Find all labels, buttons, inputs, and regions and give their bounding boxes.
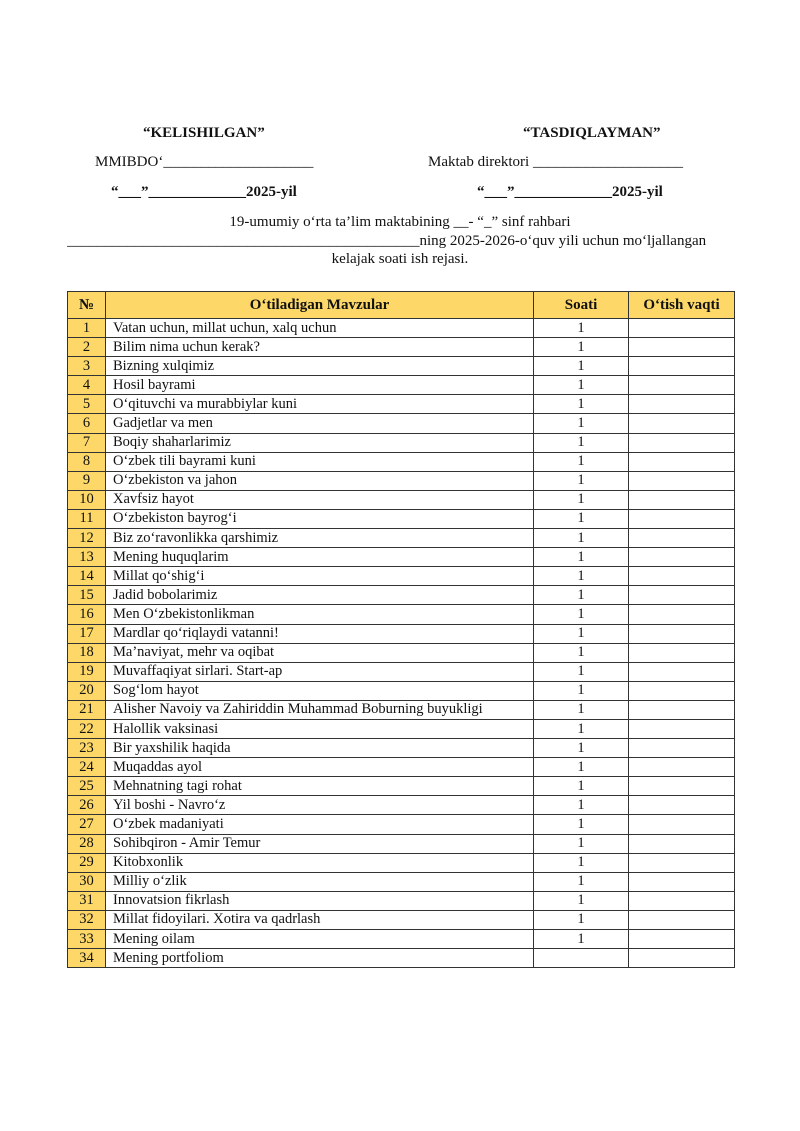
row-hours: 1 bbox=[534, 796, 629, 815]
row-hours: 1 bbox=[534, 910, 629, 929]
row-time bbox=[629, 567, 735, 586]
header-time: O‘tish vaqti bbox=[629, 292, 735, 319]
row-time bbox=[629, 529, 735, 548]
row-time bbox=[629, 586, 735, 605]
row-topic: Biz zo‘ravonlikka qarshimiz bbox=[106, 529, 534, 548]
row-topic: O‘zbekiston bayrog‘i bbox=[106, 509, 534, 528]
row-number: 24 bbox=[68, 758, 106, 777]
row-time bbox=[629, 357, 735, 376]
row-hours: 1 bbox=[534, 681, 629, 700]
row-time bbox=[629, 891, 735, 910]
row-hours: 1 bbox=[534, 586, 629, 605]
row-hours: 1 bbox=[534, 509, 629, 528]
row-time bbox=[629, 395, 735, 414]
table-row bbox=[68, 586, 735, 605]
approve-date bbox=[477, 184, 663, 201]
row-topic: Bilim nima uchun kerak? bbox=[106, 338, 534, 357]
table-row bbox=[68, 509, 735, 528]
row-topic: Yil boshi - Navro‘z bbox=[106, 796, 534, 815]
row-time bbox=[629, 853, 735, 872]
row-topic: O‘zbek tili bayrami kuni bbox=[106, 452, 534, 471]
row-time bbox=[629, 319, 735, 338]
table-row bbox=[68, 853, 735, 872]
table-row bbox=[68, 471, 735, 490]
table-row bbox=[68, 815, 735, 834]
row-time bbox=[629, 376, 735, 395]
row-number: 2 bbox=[68, 338, 106, 357]
agreed-signature-line: MMIBDO‘____________________ bbox=[95, 154, 314, 170]
row-number: 7 bbox=[68, 433, 106, 452]
row-time bbox=[629, 834, 735, 853]
row-number: 6 bbox=[68, 414, 106, 433]
row-hours: 1 bbox=[534, 930, 629, 949]
row-number: 28 bbox=[68, 834, 106, 853]
row-topic: Vatan uchun, millat uchun, xalq uchun bbox=[106, 319, 534, 338]
row-hours: 1 bbox=[534, 891, 629, 910]
row-number: 5 bbox=[68, 395, 106, 414]
table-row bbox=[68, 681, 735, 700]
row-topic: Sog‘lom hayot bbox=[106, 681, 534, 700]
table-row bbox=[68, 796, 735, 815]
row-topic: O‘zbekiston va jahon bbox=[106, 471, 534, 490]
row-number: 12 bbox=[68, 529, 106, 548]
row-topic: Halollik vaksinasi bbox=[106, 719, 534, 738]
agreed-date bbox=[111, 184, 297, 201]
row-hours: 1 bbox=[534, 853, 629, 872]
row-hours: 1 bbox=[534, 872, 629, 891]
row-hours: 1 bbox=[534, 605, 629, 624]
table-row bbox=[68, 739, 735, 758]
agreed-title: “KELISHILGAN” bbox=[143, 125, 265, 141]
agreed-date-day: “___” bbox=[111, 184, 149, 200]
row-time bbox=[629, 624, 735, 643]
row-hours: 1 bbox=[534, 700, 629, 719]
row-hours: 1 bbox=[534, 834, 629, 853]
row-time bbox=[629, 338, 735, 357]
table-row bbox=[68, 529, 735, 548]
row-hours: 1 bbox=[534, 490, 629, 509]
header-hours: Soati bbox=[534, 292, 629, 319]
row-topic: Men O‘zbekistonlikman bbox=[106, 605, 534, 624]
row-topic: Xavfsiz hayot bbox=[106, 490, 534, 509]
table-row bbox=[68, 662, 735, 681]
row-number: 22 bbox=[68, 719, 106, 738]
table-row bbox=[68, 395, 735, 414]
row-time bbox=[629, 719, 735, 738]
row-hours: 1 bbox=[534, 739, 629, 758]
row-time bbox=[629, 930, 735, 949]
header-number: № bbox=[68, 292, 106, 319]
table-row bbox=[68, 357, 735, 376]
table-row bbox=[68, 872, 735, 891]
table-row bbox=[68, 643, 735, 662]
table-row bbox=[68, 891, 735, 910]
row-time bbox=[629, 700, 735, 719]
row-hours: 1 bbox=[534, 548, 629, 567]
intro-line-3: kelajak soati ish rejasi. bbox=[331, 251, 469, 267]
row-time bbox=[629, 739, 735, 758]
table-row bbox=[68, 719, 735, 738]
row-hours: 1 bbox=[534, 395, 629, 414]
row-hours: 1 bbox=[534, 357, 629, 376]
row-time bbox=[629, 471, 735, 490]
table-row bbox=[68, 700, 735, 719]
row-topic: Innovatsion fikrlash bbox=[106, 891, 534, 910]
agreed-date-blank: _____________ bbox=[148, 184, 246, 200]
row-time bbox=[629, 414, 735, 433]
row-hours: 1 bbox=[534, 643, 629, 662]
row-number: 15 bbox=[68, 586, 106, 605]
table-row bbox=[68, 624, 735, 643]
row-time bbox=[629, 872, 735, 891]
row-number: 26 bbox=[68, 796, 106, 815]
row-number: 31 bbox=[68, 891, 106, 910]
row-hours: 1 bbox=[534, 529, 629, 548]
row-time bbox=[629, 643, 735, 662]
row-time bbox=[629, 548, 735, 567]
row-hours: 1 bbox=[534, 452, 629, 471]
row-number: 4 bbox=[68, 376, 106, 395]
row-time bbox=[629, 662, 735, 681]
row-time bbox=[629, 490, 735, 509]
row-number: 33 bbox=[68, 930, 106, 949]
row-hours: 1 bbox=[534, 376, 629, 395]
table-row bbox=[68, 777, 735, 796]
row-topic: Ma’naviyat, mehr va oqibat bbox=[106, 643, 534, 662]
table-row bbox=[68, 834, 735, 853]
approve-title: “TASDIQLAYMAN” bbox=[523, 125, 661, 141]
row-topic: Jadid bobolarimiz bbox=[106, 586, 534, 605]
row-topic: Bizning xulqimiz bbox=[106, 357, 534, 376]
row-number: 8 bbox=[68, 452, 106, 471]
row-hours: 1 bbox=[534, 624, 629, 643]
table-row bbox=[68, 910, 735, 929]
row-hours: 1 bbox=[534, 815, 629, 834]
row-number: 9 bbox=[68, 471, 106, 490]
row-time bbox=[629, 758, 735, 777]
row-hours: 1 bbox=[534, 662, 629, 681]
table-row bbox=[68, 433, 735, 452]
row-hours: 1 bbox=[534, 567, 629, 586]
row-number: 16 bbox=[68, 605, 106, 624]
table-row bbox=[68, 949, 735, 968]
row-topic: Millat fidoyilari. Xotira va qadrlash bbox=[106, 910, 534, 929]
row-number: 3 bbox=[68, 357, 106, 376]
row-topic: O‘qituvchi va murabbiylar kuni bbox=[106, 395, 534, 414]
row-topic: Kitobxonlik bbox=[106, 853, 534, 872]
table-row bbox=[68, 930, 735, 949]
approve-date-year: 2025-yil bbox=[612, 184, 663, 200]
row-time bbox=[629, 433, 735, 452]
table-row bbox=[68, 319, 735, 338]
row-time bbox=[629, 605, 735, 624]
row-number: 34 bbox=[68, 949, 106, 968]
row-number: 32 bbox=[68, 910, 106, 929]
table-row bbox=[68, 567, 735, 586]
row-number: 21 bbox=[68, 700, 106, 719]
row-number: 14 bbox=[68, 567, 106, 586]
table-row bbox=[68, 758, 735, 777]
row-topic: Gadjetlar va men bbox=[106, 414, 534, 433]
director-signature-line: Maktab direktori ____________________ bbox=[428, 154, 683, 170]
row-time bbox=[629, 777, 735, 796]
row-time bbox=[629, 949, 735, 968]
row-number: 18 bbox=[68, 643, 106, 662]
row-number: 1 bbox=[68, 319, 106, 338]
table-row bbox=[68, 414, 735, 433]
row-topic: Bir yaxshilik haqida bbox=[106, 739, 534, 758]
table-header-row bbox=[68, 292, 735, 319]
row-number: 19 bbox=[68, 662, 106, 681]
row-number: 13 bbox=[68, 548, 106, 567]
row-hours: 1 bbox=[534, 414, 629, 433]
row-hours bbox=[534, 949, 629, 968]
row-topic: Muqaddas ayol bbox=[106, 758, 534, 777]
row-number: 11 bbox=[68, 509, 106, 528]
table-row bbox=[68, 605, 735, 624]
header-topics: O‘tiladigan Mavzular bbox=[106, 292, 534, 319]
row-number: 23 bbox=[68, 739, 106, 758]
row-time bbox=[629, 681, 735, 700]
row-topic: Hosil bayrami bbox=[106, 376, 534, 395]
row-time bbox=[629, 452, 735, 471]
table-row bbox=[68, 490, 735, 509]
row-hours: 1 bbox=[534, 719, 629, 738]
row-topic: Alisher Navoiy va Zahiriddin Muhammad Boburning buyukligi bbox=[106, 700, 534, 719]
intro-line-2: _______________________________________________ning 2025-2026-o‘quv yili uchun mo‘ljallangan bbox=[67, 233, 707, 249]
row-hours: 1 bbox=[534, 758, 629, 777]
row-hours: 1 bbox=[534, 319, 629, 338]
row-hours: 1 bbox=[534, 471, 629, 490]
row-topic: Mening oilam bbox=[106, 930, 534, 949]
row-topic: Mening portfoliom bbox=[106, 949, 534, 968]
row-time bbox=[629, 815, 735, 834]
row-time bbox=[629, 910, 735, 929]
approve-date-blank: _____________ bbox=[514, 184, 612, 200]
row-topic: O‘zbek madaniyati bbox=[106, 815, 534, 834]
row-hours: 1 bbox=[534, 777, 629, 796]
row-number: 17 bbox=[68, 624, 106, 643]
agreed-date-year: 2025-yil bbox=[246, 184, 297, 200]
table-row bbox=[68, 548, 735, 567]
row-number: 29 bbox=[68, 853, 106, 872]
row-number: 20 bbox=[68, 681, 106, 700]
approve-date-day: “___” bbox=[477, 184, 515, 200]
row-number: 25 bbox=[68, 777, 106, 796]
row-time bbox=[629, 509, 735, 528]
row-topic: Mening huquqlarim bbox=[106, 548, 534, 567]
row-topic: Muvaffaqiyat sirlari. Start-ap bbox=[106, 662, 534, 681]
row-hours: 1 bbox=[534, 433, 629, 452]
row-topic: Millat qo‘shig‘i bbox=[106, 567, 534, 586]
row-topic: Milliy o‘zlik bbox=[106, 872, 534, 891]
row-number: 30 bbox=[68, 872, 106, 891]
row-time bbox=[629, 796, 735, 815]
row-number: 10 bbox=[68, 490, 106, 509]
row-topic: Mehnatning tagi rohat bbox=[106, 777, 534, 796]
table-row bbox=[68, 452, 735, 471]
row-topic: Boqiy shaharlarimiz bbox=[106, 433, 534, 452]
lesson-plan-table bbox=[67, 291, 735, 968]
table-row bbox=[68, 376, 735, 395]
table-row bbox=[68, 338, 735, 357]
row-hours: 1 bbox=[534, 338, 629, 357]
intro-line-1: 19-umumiy o‘rta ta’lim maktabining __- “_” sinf rahbari bbox=[229, 214, 571, 230]
row-topic: Sohibqiron - Amir Temur bbox=[106, 834, 534, 853]
row-number: 27 bbox=[68, 815, 106, 834]
row-topic: Mardlar qo‘riqlaydi vatanni! bbox=[106, 624, 534, 643]
